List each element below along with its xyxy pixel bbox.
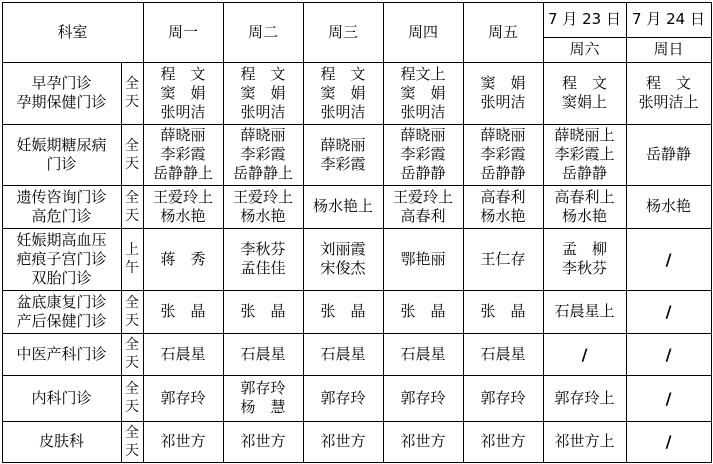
- doctor-cell: [383, 333, 463, 375]
- doctor-name: 李秋芬: [240, 240, 286, 258]
- header-sun-date: [626, 2, 711, 37]
- session-time-char: 天: [125, 94, 139, 110]
- session-time-char: 全: [125, 294, 139, 311]
- grid-line: [2, 2, 712, 3]
- grid-line: [2, 62, 712, 63]
- grid-line: [143, 2, 144, 463]
- doctor-name: 窦娟上: [561, 93, 607, 111]
- doctor-name: 高春利: [480, 187, 526, 206]
- session-time-char: 午: [125, 260, 139, 276]
- dept-name: [2, 375, 121, 421]
- doctor-name: 王爱玲上: [392, 187, 453, 206]
- session-time: [121, 124, 143, 185]
- doctor-name: 岳静静: [561, 164, 607, 182]
- doctor-name: 岳静静上: [152, 164, 213, 182]
- dept-name: [2, 62, 121, 124]
- doctor-cell: [463, 185, 543, 228]
- header-sat-label-text: 周六: [569, 40, 600, 58]
- dept-name-line: 皮肤科: [38, 432, 84, 450]
- grid-line: [2, 333, 712, 334]
- doctor-cell: [626, 333, 711, 375]
- doctor-name: 薛晓丽: [240, 126, 286, 144]
- doctor-cell: [543, 290, 626, 333]
- doctor-name: 刘丽霞: [320, 240, 366, 258]
- grid-line: [121, 62, 122, 463]
- doctor-cell: [383, 375, 463, 421]
- doctor-name: 张明洁: [480, 93, 526, 111]
- doctor-name: 窦 娟: [240, 83, 286, 102]
- doctor-cell: [626, 124, 711, 185]
- doctor-name: 高春利: [400, 206, 446, 225]
- no-service-mark: /: [665, 302, 672, 321]
- doctor-name: 窦 娟: [160, 83, 206, 102]
- doctor-cell: [463, 375, 543, 421]
- doctor-name: 祁世方: [480, 432, 526, 450]
- doctor-name: 程 文: [160, 64, 206, 83]
- grid-line: [2, 421, 712, 422]
- doctor-cell: [543, 375, 626, 421]
- grid-line: [2, 290, 712, 291]
- session-time: [121, 333, 143, 375]
- session-time-char: 天: [125, 312, 139, 329]
- session-time: [121, 375, 143, 421]
- dept-name-line: 产后保健门诊: [16, 311, 107, 330]
- doctor-cell: [223, 62, 303, 124]
- dept-name-line: 高危门诊: [31, 206, 92, 225]
- doctor-cell: [303, 375, 383, 421]
- doctor-cell: [543, 62, 626, 124]
- dept-name-line: 门诊: [46, 154, 77, 173]
- grid-line: [463, 2, 464, 463]
- doctor-name: 高春利上: [554, 187, 615, 206]
- doctor-cell: [543, 421, 626, 462]
- dept-name-line: 疤痕子宫门诊: [16, 249, 107, 268]
- doctor-name: 薛晓丽: [480, 126, 526, 144]
- grid-line: [2, 124, 712, 125]
- doctor-name: 石晨星: [320, 344, 366, 363]
- doctor-cell: [543, 228, 626, 290]
- doctor-cell: [223, 421, 303, 462]
- doctor-name: 石晨星: [480, 344, 526, 363]
- no-service-mark: /: [665, 249, 672, 269]
- doctor-cell: [626, 228, 711, 290]
- dept-name-line: 妊娠期糖尿病: [16, 135, 107, 154]
- doctor-name: 岳静静: [645, 145, 691, 163]
- session-time-char: 全: [125, 424, 139, 441]
- header-dept: [2, 2, 143, 62]
- doctor-cell: [223, 375, 303, 421]
- doctor-cell: [223, 124, 303, 185]
- doctor-name: 石晨星: [400, 344, 446, 363]
- doctor-name: 石晨星: [160, 344, 206, 363]
- doctor-name: 李彩霞: [480, 145, 526, 163]
- header-dept-label: 科室: [57, 22, 88, 41]
- doctor-name: 程 文: [561, 74, 607, 92]
- grid-line: [626, 2, 627, 463]
- dept-name: [2, 333, 121, 375]
- grid-line: [2, 462, 712, 463]
- doctor-name: 李秋芬: [561, 259, 607, 277]
- doctor-cell: [543, 185, 626, 228]
- doctor-cell: [383, 124, 463, 185]
- doctor-name: 祁世方上: [554, 432, 615, 450]
- dept-name: [2, 185, 121, 228]
- header-sun-label-text: 周日: [653, 40, 684, 58]
- doctor-name: 杨水艳: [645, 197, 691, 215]
- doctor-cell: [143, 124, 223, 185]
- doctor-cell: [303, 333, 383, 375]
- header-day: [143, 2, 223, 62]
- dept-name-line: 妊娠期高血压: [16, 230, 107, 249]
- doctor-cell: [143, 290, 223, 333]
- doctor-name: 张明洁: [160, 102, 206, 121]
- header-day-label: 周一: [167, 22, 198, 41]
- header-day: [223, 2, 303, 62]
- session-time-char: 全: [125, 76, 139, 92]
- doctor-name: 杨水艳上: [312, 197, 373, 215]
- doctor-cell: [143, 185, 223, 228]
- grid-line: [2, 375, 712, 376]
- session-time: [121, 228, 143, 290]
- doctor-name: 李彩霞: [400, 145, 446, 163]
- doctor-cell: [223, 290, 303, 333]
- doctor-cell: [626, 375, 711, 421]
- doctor-cell: [143, 333, 223, 375]
- doctor-name: 孟佳佳: [240, 259, 286, 277]
- doctor-name: 王爱玲上: [232, 187, 293, 206]
- doctor-cell: [383, 290, 463, 333]
- doctor-name: 祁世方: [320, 432, 366, 450]
- no-service-mark: /: [665, 432, 672, 451]
- session-time: [121, 185, 143, 228]
- header-day: [463, 2, 543, 62]
- doctor-cell: [383, 421, 463, 462]
- grid-line: [543, 2, 544, 463]
- session-time-char: 天: [125, 355, 139, 371]
- doctor-name: 郭存玲上: [554, 388, 615, 407]
- doctor-name: 郭存玲: [400, 388, 446, 407]
- doctor-cell: [223, 228, 303, 290]
- doctor-cell: [463, 421, 543, 462]
- doctor-name: 薛晓丽: [400, 126, 446, 144]
- doctor-cell: [626, 62, 711, 124]
- header-sat-date-text: 7 月 23 日: [548, 10, 621, 28]
- header-day-label: 周三: [327, 22, 358, 41]
- doctor-name: 宋俊杰: [320, 259, 366, 277]
- doctor-name: 岳静静: [480, 164, 526, 182]
- doctor-cell: [143, 375, 223, 421]
- doctor-name: 张明洁上: [638, 93, 699, 111]
- doctor-name: 杨水艳: [160, 206, 206, 225]
- dept-name: [2, 124, 121, 185]
- doctor-cell: [383, 185, 463, 228]
- doctor-cell: [626, 185, 711, 228]
- grid-line: [383, 2, 384, 463]
- grid-line: [711, 2, 712, 463]
- session-time-char: 天: [125, 207, 139, 224]
- doctor-cell: [383, 228, 463, 290]
- doctor-name: 窦 娟: [480, 74, 526, 92]
- doctor-name: 程文上: [400, 64, 446, 83]
- doctor-cell: [543, 333, 626, 375]
- no-service-mark: /: [665, 388, 672, 408]
- doctor-cell: [463, 333, 543, 375]
- doctor-name: 蒋 秀: [160, 249, 206, 268]
- header-day-label: 周五: [487, 22, 518, 41]
- dept-name-line: 孕期保健门诊: [16, 93, 107, 111]
- doctor-name: 杨 慧: [240, 398, 286, 416]
- session-time: [121, 421, 143, 462]
- session-time-char: 全: [125, 381, 139, 397]
- doctor-name: 王爱玲上: [152, 187, 213, 206]
- doctor-name: 窦 娟: [320, 83, 366, 102]
- doctor-cell: [143, 62, 223, 124]
- doctor-name: 杨水艳: [240, 206, 286, 225]
- session-time: [121, 290, 143, 333]
- session-time-char: 天: [125, 399, 139, 415]
- dept-name-line: 内科门诊: [31, 388, 92, 407]
- doctor-cell: [463, 228, 543, 290]
- dept-name: [2, 290, 121, 333]
- doctor-name: 杨水艳: [561, 206, 607, 225]
- doctor-name: 祁世方: [160, 432, 206, 450]
- doctor-cell: [223, 333, 303, 375]
- header-day: [303, 2, 383, 62]
- session-time: [121, 62, 143, 124]
- doctor-name: 岳静静: [400, 164, 446, 182]
- doctor-name: 祁世方: [400, 432, 446, 450]
- doctor-cell: [543, 124, 626, 185]
- doctor-name: 薛晓丽上: [554, 126, 615, 144]
- session-time-char: 天: [125, 155, 139, 172]
- grid-line: [543, 37, 711, 38]
- doctor-cell: [143, 421, 223, 462]
- doctor-name: 薛晓丽: [320, 135, 366, 154]
- session-time-char: 全: [125, 137, 139, 154]
- doctor-name: 程 文: [240, 64, 286, 83]
- doctor-cell: [626, 421, 711, 462]
- doctor-name: 张 晶: [240, 302, 286, 320]
- doctor-name: 郭存玲: [320, 388, 366, 407]
- dept-name-line: 盆底康复门诊: [16, 292, 107, 311]
- grid-line: [2, 2, 3, 463]
- dept-name-line: 中医产科门诊: [16, 344, 107, 363]
- grid-line: [223, 2, 224, 463]
- doctor-cell: [626, 290, 711, 333]
- header-day-label: 周四: [407, 22, 438, 41]
- doctor-name: 孟 柳: [561, 240, 607, 258]
- doctor-cell: [303, 185, 383, 228]
- doctor-cell: [303, 62, 383, 124]
- doctor-name: 程 文: [645, 74, 691, 92]
- doctor-name: 薛晓丽: [160, 126, 206, 144]
- header-sun-date-text: 7 月 24 日: [632, 10, 705, 28]
- doctor-cell: [223, 185, 303, 228]
- grid-line: [303, 2, 304, 463]
- session-time-char: 天: [125, 442, 139, 459]
- no-service-mark: /: [581, 344, 588, 364]
- doctor-cell: [463, 62, 543, 124]
- dept-name-line: 遗传咨询门诊: [16, 187, 107, 206]
- doctor-name: 张明洁: [240, 102, 286, 121]
- session-time-char: 全: [125, 337, 139, 353]
- doctor-name: 窦 娟: [400, 83, 446, 102]
- doctor-name: 王仁存: [480, 249, 526, 268]
- doctor-cell: [303, 421, 383, 462]
- dept-name: [2, 421, 121, 462]
- doctor-name: 鄂艳丽: [400, 249, 446, 268]
- doctor-name: 张明洁: [320, 102, 366, 121]
- doctor-name: 张 晶: [480, 302, 526, 320]
- doctor-name: 李彩霞: [160, 145, 206, 163]
- doctor-name: 张 晶: [320, 302, 366, 320]
- doctor-name: 李彩霞: [320, 154, 366, 173]
- doctor-name: 张 晶: [400, 302, 446, 320]
- no-service-mark: /: [665, 344, 672, 364]
- doctor-name: 郭存玲: [160, 388, 206, 407]
- doctor-cell: [463, 290, 543, 333]
- session-time-char: 全: [125, 189, 139, 206]
- doctor-name: 石晨星: [240, 344, 286, 363]
- doctor-name: 张明洁: [400, 102, 446, 121]
- grid-line: [2, 228, 712, 229]
- header-sat-label: [543, 37, 626, 62]
- doctor-cell: [463, 124, 543, 185]
- doctor-cell: [383, 62, 463, 124]
- doctor-name: 李彩霞上: [554, 145, 615, 163]
- header-sun-label: [626, 37, 711, 62]
- doctor-name: 张 晶: [160, 302, 206, 320]
- doctor-name: 杨水艳: [480, 206, 526, 225]
- doctor-name: 石晨星上: [554, 302, 615, 320]
- doctor-name: 祁世方: [240, 432, 286, 450]
- doctor-cell: [303, 124, 383, 185]
- dept-name: [2, 228, 121, 290]
- doctor-name: 李彩霞: [240, 145, 286, 163]
- header-day: [383, 2, 463, 62]
- dept-name-line: 双胎门诊: [31, 268, 92, 287]
- doctor-cell: [303, 290, 383, 333]
- grid-line: [2, 185, 712, 186]
- dept-name-line: 早孕门诊: [31, 74, 92, 92]
- session-time-char: 上: [125, 242, 139, 258]
- doctor-name: 郭存玲: [480, 388, 526, 407]
- doctor-cell: [143, 228, 223, 290]
- header-sat-date: [543, 2, 626, 37]
- doctor-name: 郭存玲: [240, 379, 286, 397]
- doctor-name: 程 文: [320, 64, 366, 83]
- doctor-name: 岳静静上: [232, 164, 293, 182]
- header-day-label: 周二: [247, 22, 278, 41]
- doctor-cell: [303, 228, 383, 290]
